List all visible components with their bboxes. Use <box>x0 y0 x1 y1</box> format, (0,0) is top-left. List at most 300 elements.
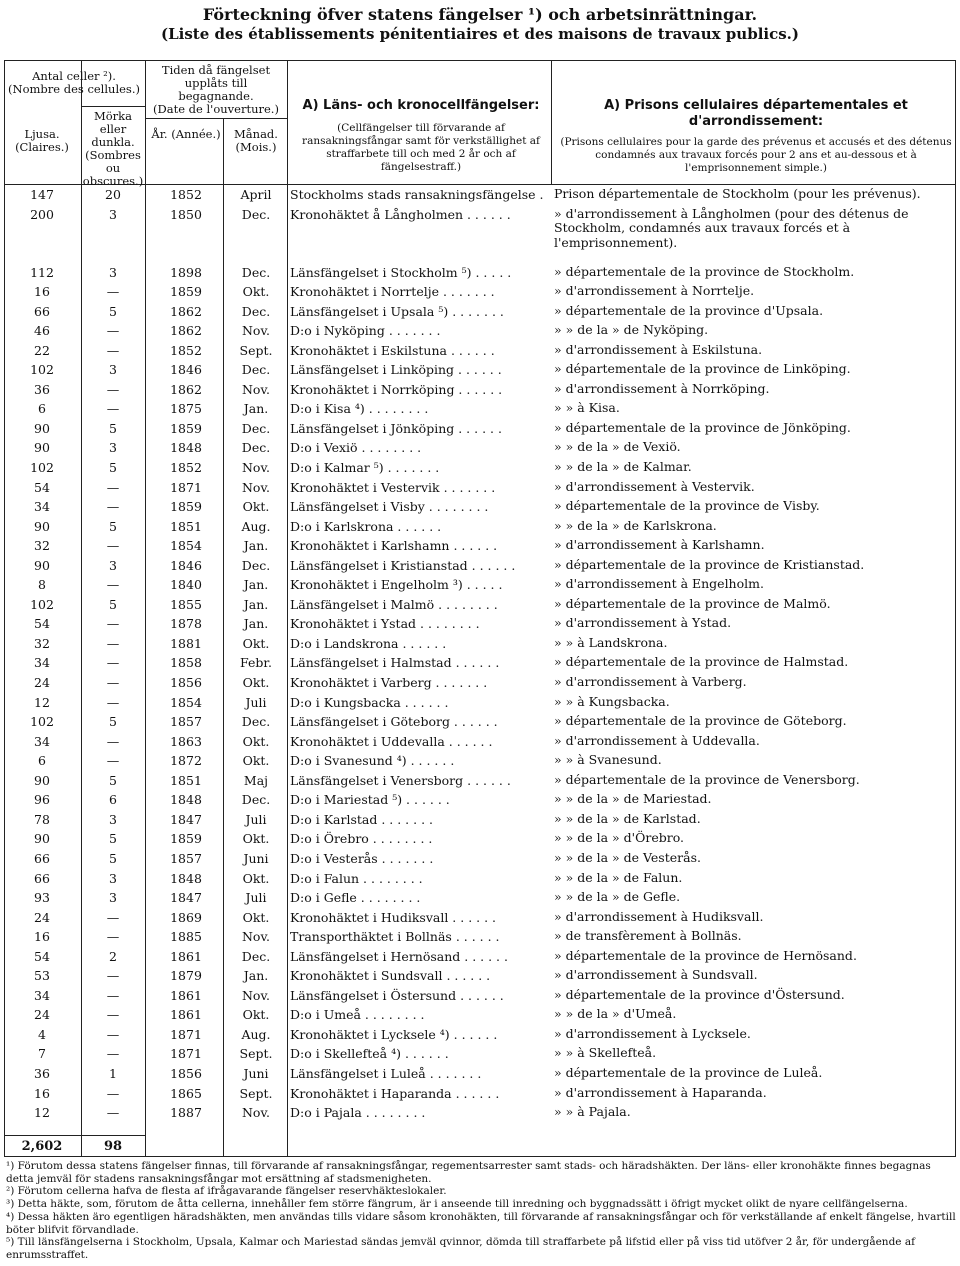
light-cells: 102 <box>30 596 54 612</box>
month: Juni <box>243 850 269 866</box>
prison-name-sv: Kronohäktet i Haparanda . . . . . . <box>290 1085 500 1101</box>
light-cells: 12 <box>34 694 50 710</box>
month: Okt. <box>242 909 270 925</box>
month: Okt. <box>242 499 270 515</box>
prison-name-sv: Kronohäktet i Vestervik . . . . . . . <box>290 479 496 495</box>
month: Dec. <box>241 303 271 319</box>
total-dark-cells: 98 <box>103 1139 123 1154</box>
year: 1871 <box>170 1026 202 1042</box>
year: 1863 <box>170 733 202 749</box>
section-note-fr: (Prisons cellulaires pour la garde des prévenus et accusés et des détenus condamnés aux travaux forcés pour 2 ans et au-dessous et à l'emprisonnement simple.) <box>560 136 952 174</box>
prison-name-sv: D:o i Kisa ⁴) . . . . . . . . <box>290 401 429 417</box>
prison-name-fr: » d'arrondissement à Långholmen (pour des détenus de Stockholm, condamnés aux travaux forcés et à l'emprisonnement). <box>554 205 909 250</box>
prison-name-fr: » » à Pajala. <box>554 1104 631 1120</box>
prison-name-sv: D:o i Kungsbacka . . . . . . <box>290 694 449 710</box>
month: Dec. <box>241 264 271 280</box>
prison-name-sv: Kronohäktet i Lycksele ⁴) . . . . . . <box>290 1026 498 1042</box>
dark-cells: — <box>106 323 120 339</box>
table-row <box>4 185 956 205</box>
prison-name-fr: » départementale de la province de Halmstad. <box>554 654 849 670</box>
table-row <box>4 673 956 693</box>
table-row <box>4 282 956 302</box>
light-cells: 90 <box>34 557 50 573</box>
year: 1857 <box>170 714 202 730</box>
prison-name-fr: » d'arrondissement à Karlshamn. <box>554 537 765 553</box>
year: 1887 <box>170 1105 202 1121</box>
dark-cells: — <box>106 401 120 417</box>
light-cells: 54 <box>34 616 50 632</box>
prison-name-fr: » » à Skellefteå. <box>554 1045 657 1061</box>
table-row <box>4 536 956 556</box>
dark-cells: — <box>106 1085 120 1101</box>
year: 1859 <box>170 284 202 300</box>
table-row <box>4 869 956 889</box>
table-row <box>4 517 956 537</box>
dark-cells: 3 <box>109 362 117 378</box>
prison-name-fr: » d'arrondissement à Ystad. <box>554 615 732 631</box>
dark-cells: — <box>106 733 120 749</box>
dark-cells: 5 <box>109 831 117 847</box>
dark-cells: 20 <box>105 187 121 202</box>
prison-name-fr: » départementale de la province de Stockholm. <box>554 263 855 279</box>
table-row <box>4 380 956 400</box>
prison-name-fr: » » à Landskrona. <box>554 634 668 650</box>
month: Jan. <box>243 577 269 593</box>
table-row <box>4 790 956 810</box>
prison-name-fr: » d'arrondissement à Norrköping. <box>554 380 770 396</box>
prison-name-fr: » » de la » d'Örebro. <box>554 830 684 846</box>
table-row <box>4 966 956 986</box>
dark-cells: 3 <box>109 440 117 456</box>
month: Sept. <box>239 1046 273 1062</box>
year: 1861 <box>170 987 202 1003</box>
page-title: Förteckning öfver statens fängelser ¹) och arbetsinrättningar. <box>202 5 758 24</box>
month: Nov. <box>241 479 270 495</box>
year: 1875 <box>170 401 202 417</box>
light-cells: 102 <box>30 362 54 378</box>
dark-cells: — <box>106 675 120 691</box>
prison-name-sv: Kronohäktet i Varberg . . . . . . . <box>290 675 488 691</box>
year: 1885 <box>170 929 202 945</box>
month: Dec. <box>241 792 271 808</box>
prison-name-sv: Länsfängelset i Stockholm ⁵) . . . . . <box>290 264 512 280</box>
dark-cells: — <box>106 538 120 554</box>
year: 1848 <box>170 870 202 886</box>
prison-name-fr: » départementale de la province de Linköping. <box>554 361 851 377</box>
year: 1847 <box>170 811 202 827</box>
light-cells: 16 <box>34 929 50 945</box>
year: 1856 <box>170 675 202 691</box>
prison-name-fr: » » à Kungsbacka. <box>554 693 670 709</box>
dark-cells: — <box>106 929 120 945</box>
dark-cells: 5 <box>109 772 117 788</box>
dark-cells: 6 <box>109 792 117 808</box>
footnote: ⁵) Till länsfängelserna i Stockholm, Upsala, Kalmar och Mariestad sändas jemväl qvinnor, dömda till straffarbete på lifstid eller på viss tid utöfver 2 år, för undergående af enrumsstraffet. <box>6 1236 915 1261</box>
prison-name-sv: Länsfängelset i Jönköping . . . . . . <box>290 420 502 436</box>
year: 1871 <box>170 1046 202 1062</box>
prison-name-sv: Kronohäktet i Karlshamn . . . . . . <box>290 538 498 554</box>
prison-name-fr: » » de la » de Vexiö. <box>554 439 681 455</box>
table-row <box>4 732 956 752</box>
prison-name-sv: D:o i Karlstad . . . . . . . <box>290 811 433 827</box>
table-row <box>4 712 956 732</box>
dark-cells: — <box>106 1007 120 1023</box>
table-row <box>4 653 956 673</box>
prison-name-sv: D:o i Skellefteå ⁴) . . . . . . <box>290 1046 449 1062</box>
prison-name-sv: D:o i Örebro . . . . . . . . <box>290 831 433 847</box>
light-cells: 24 <box>34 1007 50 1023</box>
table-row <box>4 595 956 615</box>
prison-name-fr: » départementale de la province de Kristianstad. <box>554 556 865 572</box>
dark-cells: — <box>106 909 120 925</box>
dark-cells: 5 <box>109 420 117 436</box>
prison-name-fr: » d'arrondissement à Engelholm. <box>554 576 764 592</box>
month: Dec. <box>241 557 271 573</box>
dark-cells: — <box>106 655 120 671</box>
prison-name-sv: Länsfängelset i Hernösand . . . . . . <box>290 948 508 964</box>
prison-name-sv: Kronohäktet i Norrtelje . . . . . . . <box>290 284 495 300</box>
year: 1865 <box>170 1085 202 1101</box>
light-cells: 66 <box>34 870 50 886</box>
dark-cells-header: Mörka eller dunkla. (Sombres ou obscures.) <box>82 109 144 188</box>
light-cells: 4 <box>38 1026 46 1042</box>
prison-name-sv: Kronohäktet i Sundsvall . . . . . . <box>290 968 491 984</box>
footnote: ⁴) Dessa häkten äro egentligen häradshäkten, men användas tills vidare såsom kronohäkten, till förvarande af ransakningsfångar och för verkställande af enkelt fängelse, hvartill böter blifvit förvandlade. <box>6 1210 956 1236</box>
month: Dec. <box>241 362 271 378</box>
prison-name-fr: » » de la » de Vesterås. <box>554 849 701 865</box>
prison-name-sv: Länsfängelset i Halmstad . . . . . . <box>290 655 500 671</box>
year: 1859 <box>170 831 202 847</box>
month: Nov. <box>241 929 270 945</box>
table-row <box>4 1005 956 1025</box>
year: 1848 <box>170 792 202 808</box>
prison-name-sv: D:o i Mariestad ⁵) . . . . . . <box>290 792 450 808</box>
dark-cells: — <box>106 968 120 984</box>
prison-name-sv: Transporthäktet i Bollnäs . . . . . . <box>290 929 500 945</box>
prison-name-sv: Kronohäktet i Norrköping . . . . . . <box>290 381 503 397</box>
prison-name-fr: » départementale de la province de Luleå. <box>554 1064 823 1080</box>
prison-name-fr: » » de la » d'Umeå. <box>554 1006 677 1022</box>
month: Okt. <box>242 1007 270 1023</box>
light-cells: 7 <box>38 1046 46 1062</box>
table-row <box>4 1103 956 1123</box>
year: 1846 <box>170 557 202 573</box>
prison-name-sv: D:o i Karlskrona . . . . . . <box>290 518 442 534</box>
month: Aug. <box>241 1026 271 1042</box>
dark-cells: 5 <box>109 850 117 866</box>
prison-name-sv: Kronohäktet i Ystad . . . . . . . . <box>290 616 480 632</box>
light-cells: 12 <box>34 1105 50 1121</box>
prison-name-fr: » d'arrondissement à Haparanda. <box>554 1084 767 1100</box>
table-row <box>4 614 956 634</box>
dark-cells: 3 <box>109 264 117 280</box>
month: Okt. <box>242 870 270 886</box>
year: 1872 <box>170 753 202 769</box>
month: Nov. <box>241 987 270 1003</box>
table-row <box>4 399 956 419</box>
table-body <box>4 185 956 1123</box>
cells-header: Antal celler ²). (Nombre des cellules.) <box>8 69 140 96</box>
light-cells: 66 <box>34 850 50 866</box>
month: Okt. <box>242 733 270 749</box>
dark-cells: — <box>106 694 120 710</box>
year: 1840 <box>170 577 202 593</box>
dark-cells: 5 <box>109 714 117 730</box>
column-divider <box>551 60 552 185</box>
light-cells: 54 <box>34 479 50 495</box>
light-cells: 93 <box>34 890 50 906</box>
year: 1848 <box>170 440 202 456</box>
light-cells: 78 <box>34 811 50 827</box>
prison-name-fr: » d'arrondissement à Uddevalla. <box>554 732 760 748</box>
month: Febr. <box>240 655 272 671</box>
year: 1852 <box>170 342 202 358</box>
table-row <box>4 575 956 595</box>
light-cells: 102 <box>30 714 54 730</box>
month: Dec. <box>241 948 271 964</box>
month: Jan. <box>243 538 269 554</box>
prison-name-sv: D:o i Pajala . . . . . . . . <box>290 1105 426 1121</box>
month: Dec. <box>241 440 271 456</box>
prison-name-fr: » d'arrondissement à Eskilstuna. <box>554 341 763 357</box>
page-subtitle: (Liste des établissements pénitentiaires et des maisons de travaux publics.) <box>161 25 799 43</box>
prison-name-fr: » » à Svanesund. <box>554 752 662 768</box>
year: 1861 <box>170 948 202 964</box>
prison-name-sv: D:o i Umeå . . . . . . . . <box>290 1007 425 1023</box>
table-row <box>4 302 956 322</box>
month: Dec. <box>241 206 271 222</box>
dark-cells: — <box>106 1026 120 1042</box>
light-cells: 22 <box>34 342 50 358</box>
light-cells: 32 <box>34 635 50 651</box>
dark-cells: — <box>106 987 120 1003</box>
prison-name-sv: D:o i Falun . . . . . . . . <box>290 870 423 886</box>
dark-cells: — <box>106 635 120 651</box>
prison-name-sv: Länsfängelset i Visby . . . . . . . . <box>290 499 489 515</box>
light-cells: 34 <box>34 987 50 1003</box>
table-row <box>4 263 956 283</box>
prison-name-fr: » de transfèrement à Bollnäs. <box>554 928 742 944</box>
year: 1851 <box>170 772 202 788</box>
dark-cells: — <box>106 479 120 495</box>
table-row <box>4 1084 956 1104</box>
table-row <box>4 751 956 771</box>
year: 1859 <box>170 499 202 515</box>
year: 1855 <box>170 596 202 612</box>
light-cells: 24 <box>34 909 50 925</box>
year: 1879 <box>170 968 202 984</box>
light-cells: 6 <box>38 753 46 769</box>
table-row <box>4 908 956 928</box>
prison-name-fr: Prison départementale de Stockholm (pour les prévenus). <box>554 186 921 201</box>
dark-cells: — <box>106 284 120 300</box>
totals-row <box>4 1136 956 1157</box>
month: Jan. <box>243 968 269 984</box>
prison-name-fr: » » de la » de Kalmar. <box>554 459 692 475</box>
year: 1846 <box>170 362 202 378</box>
prison-name-fr: » départementale de la province de Visby. <box>554 498 820 514</box>
prison-name-fr: » départementale de la province d'Upsala. <box>554 302 824 318</box>
prison-name-fr: » » à Kisa. <box>554 400 620 416</box>
light-cells: 6 <box>38 401 46 417</box>
table-row <box>4 771 956 791</box>
header-rule <box>81 106 145 107</box>
month: Nov. <box>241 381 270 397</box>
prison-name-sv: Länsfängelset i Linköping . . . . . . <box>290 362 502 378</box>
table-row <box>4 556 956 576</box>
table-row <box>4 1044 956 1064</box>
dark-cells: — <box>106 616 120 632</box>
month: Juni <box>243 1065 269 1081</box>
footnote: ¹) Förutom dessa statens fängelser finnas, till förvarande af ransakningsfångar, regementsarrester samt stads- och häradshäkten. Der läns- eller kronohäkte finnes begagnas detta jemväl för stadens ransakningsfångar mot ersättning af stadsmenigheten. <box>6 1160 931 1185</box>
footnote: ³) Detta häkte, som, förutom de åtta cellerna, innehåller fem större fängrum, är i anseende till inredning och byggnadssätt i öfrigt mycket olikt de nyare cellfängelserna. <box>6 1198 908 1211</box>
month: Okt. <box>242 635 270 651</box>
prison-name-fr: » » de la » de Mariestad. <box>554 791 712 807</box>
light-cells: 90 <box>34 440 50 456</box>
dark-cells: 5 <box>109 518 117 534</box>
prison-name-fr: » » de la » de Karlskrona. <box>554 517 717 533</box>
light-cells: 32 <box>34 538 50 554</box>
prison-name-fr: » d'arrondissement à Norrtelje. <box>554 283 755 299</box>
year: 1858 <box>170 655 202 671</box>
table-row <box>4 497 956 517</box>
month: Okt. <box>242 284 270 300</box>
prison-name-sv: Länsfängelset i Malmö . . . . . . . . <box>290 596 498 612</box>
prison-name-fr: » » de la » de Nyköping. <box>554 322 709 338</box>
table-row <box>4 947 956 967</box>
prison-name-sv: D:o i Kalmar ⁵) . . . . . . . <box>290 460 440 476</box>
prison-name-sv: D:o i Gefle . . . . . . . . <box>290 890 421 906</box>
prison-name-sv: D:o i Nyköping . . . . . . . <box>290 323 441 339</box>
prison-name-fr: » départementale de la province de Jönköping. <box>554 419 851 435</box>
month: Sept. <box>239 1085 273 1101</box>
prison-name-sv: D:o i Svanesund ⁴) . . . . . . <box>290 753 455 769</box>
table-row <box>4 438 956 458</box>
prison-name-sv: Kronohäktet å Långholmen . . . . . . <box>290 206 511 222</box>
light-cells: 90 <box>34 831 50 847</box>
prison-name-fr: » d'arrondissement à Varberg. <box>554 674 747 690</box>
year: 1854 <box>170 694 202 710</box>
month: Jan. <box>243 596 269 612</box>
table-top-rule <box>4 60 956 61</box>
light-cells: 90 <box>34 420 50 436</box>
dark-cells: — <box>106 381 120 397</box>
prison-name-sv: Kronohäktet i Hudiksvall . . . . . . <box>290 909 497 925</box>
year: 1871 <box>170 479 202 495</box>
table-row <box>4 205 956 263</box>
light-cells: 90 <box>34 518 50 534</box>
dark-cells: 5 <box>109 460 117 476</box>
month: April <box>240 187 272 202</box>
light-cells: 34 <box>34 733 50 749</box>
table-row <box>4 1064 956 1084</box>
total-light-cells: 2,602 <box>21 1139 63 1154</box>
dark-cells: 3 <box>109 870 117 886</box>
light-cells: 54 <box>34 948 50 964</box>
table-row <box>4 986 956 1006</box>
prison-name-fr: » d'arrondissement à Vestervik. <box>554 478 755 494</box>
prison-name-fr: » d'arrondissement à Lycksele. <box>554 1025 751 1041</box>
light-cells: 34 <box>34 655 50 671</box>
prison-table <box>4 60 956 1157</box>
year: 1878 <box>170 616 202 632</box>
year: 1851 <box>170 518 202 534</box>
opening-date-header: Tiden då fängelset upplåts till begagnande. (Date de l'ouverture.) <box>153 63 279 116</box>
section-heading-sv: A) Läns- och kronocellfängelser: <box>302 98 540 113</box>
month: Nov. <box>241 323 270 339</box>
light-cells: 46 <box>34 323 50 339</box>
month: Dec. <box>241 714 271 730</box>
month: Dec. <box>241 420 271 436</box>
light-cells: 90 <box>34 772 50 788</box>
light-cells: 66 <box>34 303 50 319</box>
light-cells: 34 <box>34 499 50 515</box>
year: 1854 <box>170 538 202 554</box>
year: 1862 <box>170 323 202 339</box>
table-row <box>4 321 956 341</box>
prison-name-sv: D:o i Vexiö . . . . . . . . <box>290 440 422 456</box>
light-cells: 96 <box>34 792 50 808</box>
dark-cells: — <box>106 577 120 593</box>
light-cells: 102 <box>30 460 54 476</box>
table-row <box>4 634 956 654</box>
year: 1856 <box>170 1065 202 1081</box>
dark-cells: — <box>106 342 120 358</box>
light-cells: 8 <box>38 577 46 593</box>
table-row <box>4 478 956 498</box>
table-row <box>4 1025 956 1045</box>
year: 1850 <box>170 206 202 222</box>
month: Aug. <box>241 518 271 534</box>
prison-name-sv: Kronohäktet i Eskilstuna . . . . . . <box>290 342 495 358</box>
dark-cells: 3 <box>109 811 117 827</box>
table-row <box>4 810 956 830</box>
year-header: År. (Année.) <box>151 127 221 141</box>
prison-name-sv: Länsfängelset i Östersund . . . . . . <box>290 987 504 1003</box>
light-cells-header: Ljusa. (Claires.) <box>15 127 69 154</box>
prison-name-sv: Länsfängelset i Göteborg . . . . . . <box>290 714 498 730</box>
month: Jan. <box>243 616 269 632</box>
dark-cells: 2 <box>109 948 117 964</box>
prison-name-fr: » départementale de la province de Göteborg. <box>554 713 847 729</box>
footnote: ²) Förutom cellerna hafva de flesta af ifrågavarande fängelser reservhäkteslokaler. <box>6 1185 447 1198</box>
prison-name-sv: Stockholms stads ransakningsfängelse . <box>290 187 544 202</box>
month: Jan. <box>243 401 269 417</box>
month: Okt. <box>242 753 270 769</box>
table-row <box>4 849 956 869</box>
prison-name-sv: Länsfängelset i Kristianstad . . . . . . <box>290 557 516 573</box>
prison-name-sv: Länsfängelset i Luleå . . . . . . . <box>290 1065 482 1081</box>
dark-cells: — <box>106 753 120 769</box>
year: 1852 <box>170 460 202 476</box>
light-cells: 36 <box>34 381 50 397</box>
light-cells: 200 <box>30 206 54 222</box>
light-cells: 112 <box>30 264 54 280</box>
prison-name-fr: » d'arrondissement à Sundsvall. <box>554 967 758 983</box>
month: Okt. <box>242 675 270 691</box>
month: Juli <box>245 694 267 710</box>
dark-cells: 1 <box>109 1065 117 1081</box>
footnotes <box>6 1160 956 1262</box>
light-cells: 36 <box>34 1065 50 1081</box>
month: Nov. <box>241 1105 270 1121</box>
table-row <box>4 829 956 849</box>
month: Okt. <box>242 831 270 847</box>
prison-name-sv: Länsfängelset i Upsala ⁵) . . . . . . . <box>290 303 504 319</box>
light-cells: 147 <box>30 187 54 202</box>
prison-name-fr: » départementale de la province de Hernösand. <box>554 947 857 963</box>
section-note-sv: (Cellfängelser till förvarande af ransakningsfångar samt för verkställighet af straffarbete till och med 2 år och af fängelsestraff.) <box>302 122 540 173</box>
